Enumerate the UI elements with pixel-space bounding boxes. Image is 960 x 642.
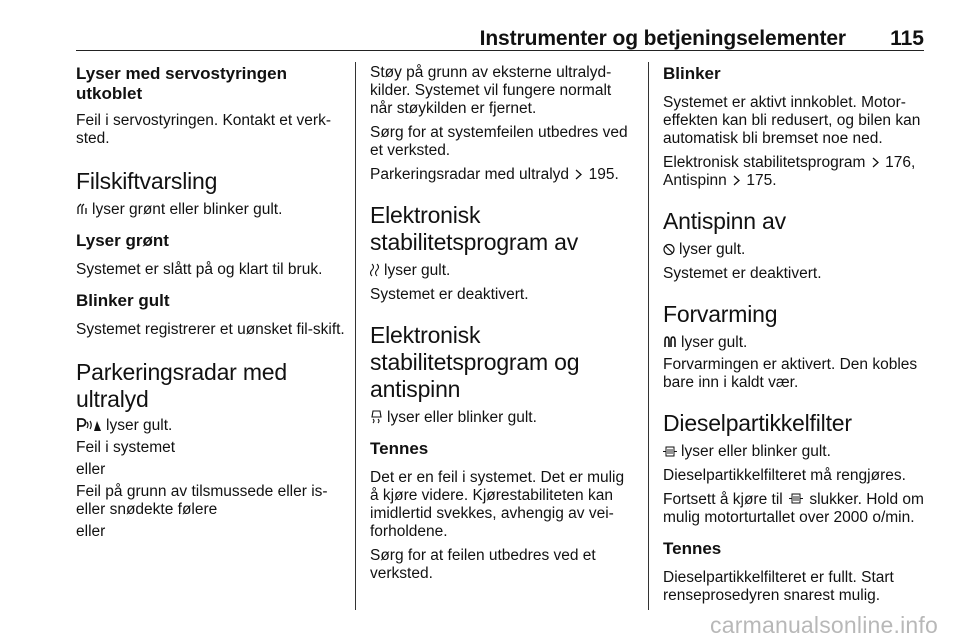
tc-ref-page[interactable]: 175.: [746, 172, 777, 189]
dpf-drive-text: [663, 491, 928, 527]
blinks-yellow-text: Systemet registrerer et uønsket fil-skift.: [76, 321, 345, 338]
particulate-filter-icon: [789, 492, 803, 505]
servo-text: Feil i servostyringen. Kontakt et verk-sted.: [76, 112, 331, 147]
parking-or-1: eller: [76, 461, 106, 478]
tc-off-label: lyser gult.: [679, 241, 746, 258]
shift-indicator-icon: [76, 202, 88, 216]
esp-icon: [370, 410, 383, 424]
parking-fault: Feil i systemet: [76, 439, 176, 456]
page-number: 115: [890, 27, 924, 50]
tc-off-text: [663, 241, 928, 259]
heading-dpf: Dieselpartikkelfilter: [663, 410, 852, 436]
heading-esp-tc: Elektronisk stabilitetsprogram og antispinn: [370, 322, 580, 402]
header-rule: [76, 50, 924, 51]
heading-servo-off: Lyser med servostyringen utkoblet: [76, 64, 288, 103]
column-divider-2: [648, 62, 649, 610]
shift-warning-label: lyser grønt eller blinker gult.: [92, 201, 283, 218]
lights-green-text: Systemet er slått på og klart til bruk.: [76, 261, 323, 278]
column-1: [76, 64, 346, 541]
parking-sensors-dirty: Feil på grunn av tilsmussede eller is- eller snødekte følere: [76, 483, 328, 518]
heading-dpf-lights: Tennes: [663, 539, 722, 558]
preheating-text: [663, 334, 928, 352]
heading-lights-green: Lyser grønt: [76, 231, 169, 250]
dpf-label: lyser eller blinker gult.: [681, 443, 831, 460]
particulate-filter-icon: [663, 445, 677, 458]
esp-ref-page[interactable]: 176,: [885, 154, 916, 171]
page-reference-icon: [575, 169, 582, 180]
shift-warning-text: [76, 201, 346, 219]
tc-ref-text: Antispinn: [663, 172, 727, 189]
ultrasound-noise-text: Støy på grunn av eksterne ultralyd-kilder. Systemet vil fungere normalt når støykilden er fjernet.: [370, 64, 612, 117]
esp-off-text: [370, 262, 635, 280]
preheating-activated: Forvarmingen er aktivert. Den kobles bare inn i kaldt vær.: [663, 356, 918, 391]
heading-preheating: Forvarming: [663, 301, 778, 327]
parking-radar-ref-text: Parkeringsradar med ultralyd: [370, 166, 570, 183]
column-divider-1: [355, 62, 356, 610]
dpf-drive-pre: Fortsett å kjøre til: [663, 491, 783, 508]
watermark: carmanualsonline.info: [710, 612, 938, 638]
blinks-text: Systemet er aktivt innkoblet. Motor-effekten kan bli redusert, og bilen kan automatisk bli bremset noe ned.: [663, 94, 921, 147]
esp-tc-fault-text: Det er en feil i systemet. Det er mulig å kjøre videre. Kjørestabiliteten kan imidlertid svekkes, avhengig av vei-forholdene.: [370, 469, 625, 540]
parking-radar-label: lyser gult.: [106, 417, 173, 434]
column-2: [370, 64, 635, 583]
esp-references: [663, 154, 928, 190]
heading-esp-off: Elektronisk stabilitetsprogram av: [370, 202, 578, 255]
parking-or-2: eller: [76, 523, 106, 540]
heading-blinks-yellow: Blinker gult: [76, 291, 170, 310]
heading-tc-off: Antispinn av: [663, 208, 786, 234]
tc-off-deactivated: Systemet er deaktivert.: [663, 265, 822, 282]
esp-off-deactivated: Systemet er deaktivert.: [370, 286, 529, 303]
heading-blinks: Blinker: [663, 64, 721, 83]
dpf-full-text: Dieselpartikkelfilteret er fullt. Start renseprosedyren snarest mulig.: [663, 569, 894, 604]
column-3: [663, 64, 928, 605]
esp-tc-repair-text: Sørg for at feilen utbedres ved et verksted.: [370, 547, 596, 582]
esp-off-icon: [370, 263, 380, 277]
heading-parking-radar: Parkeringsradar med ultralyd: [76, 359, 287, 412]
parking-radar-ref-page[interactable]: 195.: [588, 166, 619, 183]
esp-ref-text: Elektronisk stabilitetsprogram: [663, 154, 866, 171]
esp-tc-label: lyser eller blinker gult.: [387, 409, 537, 426]
page-reference-icon: [872, 157, 879, 168]
page-reference-icon: [733, 175, 740, 186]
dpf-clean-text: Dieselpartikkelfilteret må rengjøres.: [663, 467, 906, 484]
header-title: Instrumenter og betjeningselementer: [479, 27, 846, 50]
traction-control-off-icon: [663, 243, 675, 256]
parking-radar-text: [76, 417, 346, 435]
repair-workshop-text: Sørg for at systemfeilen utbedres ved et verksted.: [370, 124, 628, 159]
esp-off-label: lyser gult.: [384, 262, 451, 279]
dpf-drive-post: slukker. Hold om mulig motorturtallet over 2000 o/min.: [663, 491, 924, 526]
parking-radar-reference: [370, 166, 635, 184]
heading-shift-warning: Filskiftvarsling: [76, 168, 218, 194]
dpf-text: [663, 443, 928, 461]
heading-esp-tc-lights: Tennes: [370, 439, 429, 458]
esp-tc-text: [370, 409, 635, 427]
parking-sensor-icon: [76, 418, 102, 432]
preheating-label: lyser gult.: [681, 334, 748, 351]
glow-plug-icon: [663, 336, 677, 349]
